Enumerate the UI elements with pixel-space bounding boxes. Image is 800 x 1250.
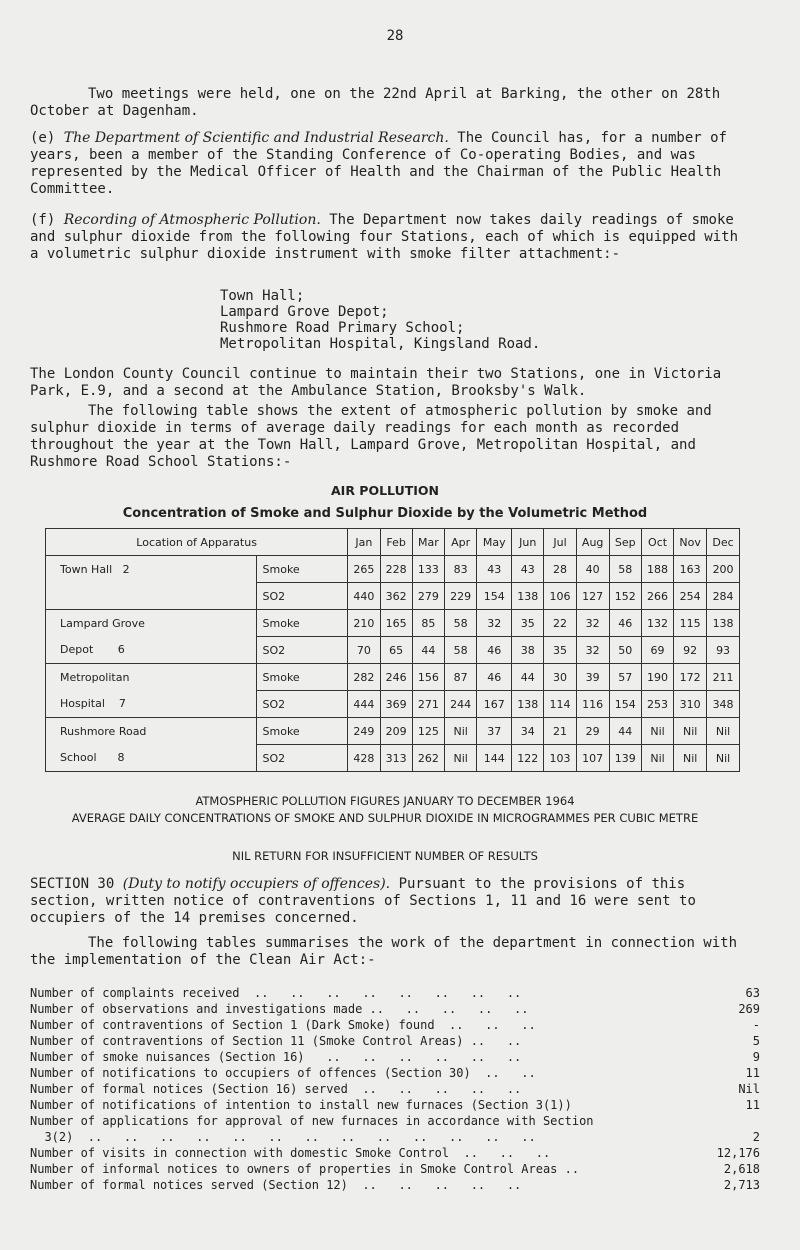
value-cell: 107 — [576, 745, 609, 772]
month-header: Dec — [707, 529, 740, 556]
value-cell: 265 — [348, 556, 380, 583]
page-number: 28 — [386, 28, 404, 44]
value-cell: 188 — [641, 556, 673, 583]
month-header: Aug — [576, 529, 609, 556]
value-cell: 249 — [348, 718, 380, 745]
stats-label: Number of visits in connection with domestic Smoke Control .. .. .. — [30, 1146, 551, 1160]
stats-row — [30, 1065, 760, 1081]
value-cell: 29 — [576, 718, 609, 745]
para-meetings: Two meetings were held, one on the 22nd April at Barking, the other on 28th October at Dagenham. — [30, 86, 721, 119]
value-cell: 57 — [609, 664, 641, 691]
value-cell: 154 — [477, 583, 512, 610]
value-cell: 38 — [512, 637, 544, 664]
clean-air-stats-list — [30, 985, 760, 1193]
value-cell: 43 — [477, 556, 512, 583]
stats-label: Number of informal notices to owners of properties in Smoke Control Areas .. — [30, 1162, 580, 1176]
value-cell: 46 — [477, 664, 512, 691]
pollutant-cell: SO2 — [256, 691, 348, 718]
value-cell: 440 — [348, 583, 380, 610]
value-cell: 46 — [477, 637, 512, 664]
value-cell: 254 — [674, 583, 707, 610]
stats-value: 63 — [745, 986, 760, 1000]
station-item: Lampard Grove Depot; — [220, 304, 389, 320]
stats-row — [30, 1145, 760, 1161]
value-cell: 369 — [380, 691, 412, 718]
section30-heading: (Duty to notify occupiers of offences). — [122, 876, 391, 892]
value-cell: 229 — [445, 583, 477, 610]
value-cell: 210 — [348, 610, 380, 637]
stats-row — [30, 985, 760, 1001]
section30-lead: SECTION 30 — [30, 876, 115, 892]
value-cell: 348 — [707, 691, 740, 718]
stats-label: Number of formal notices served (Section 12) .. .. .. .. .. — [30, 1178, 522, 1192]
value-cell: 138 — [707, 610, 740, 637]
stats-row — [30, 1049, 760, 1065]
month-header: Jun — [512, 529, 544, 556]
value-cell: 271 — [412, 691, 444, 718]
value-cell: 92 — [674, 637, 707, 664]
value-cell: 32 — [576, 637, 609, 664]
para-dsir — [30, 130, 740, 198]
stats-label: Number of applications for approval of new furnaces in accordance with Section — [30, 1114, 594, 1128]
value-cell: 284 — [707, 583, 740, 610]
value-cell: 93 — [707, 637, 740, 664]
value-cell: 44 — [412, 637, 444, 664]
month-header: Sep — [609, 529, 641, 556]
value-cell: 50 — [609, 637, 641, 664]
table-row — [46, 637, 740, 664]
value-cell: 70 — [348, 637, 380, 664]
stats-value — [700, 1113, 760, 1129]
table-row — [46, 691, 740, 718]
value-cell: 106 — [544, 583, 576, 610]
value-cell: Nil — [674, 718, 707, 745]
dsir-lead: (e) — [30, 130, 56, 146]
value-cell: Nil — [674, 745, 707, 772]
value-cell: 444 — [348, 691, 380, 718]
location-cell: Metropolitan — [46, 664, 257, 691]
value-cell: 200 — [707, 556, 740, 583]
value-cell: 21 — [544, 718, 576, 745]
table-title: AIR POLLUTION — [331, 483, 439, 498]
location-cell: Rushmore Road — [46, 718, 257, 745]
stats-value: Nil — [738, 1082, 760, 1096]
recording-heading: Recording of Atmospheric Pollution. — [63, 212, 321, 228]
value-cell: 103 — [544, 745, 576, 772]
stats-value: 269 — [738, 1002, 760, 1016]
recording-text: The Department now takes daily readings of smoke and sulphur dioxide from the following four Stations, each of which is equipped with a volumetric sulphur dioxide instrument with smoke filter attachment:- — [30, 212, 739, 262]
table-row — [46, 718, 740, 745]
caption-1: ATMOSPHERIC POLLUTION FIGURES JANUARY TO DECEMBER 1964 — [195, 794, 575, 808]
month-header: Apr — [445, 529, 477, 556]
section30-text: Pursuant to the provisions of this section, written notice of contraventions of Sections 1, 11 and 16 were sent to occupiers of the 14 premises concerned. — [30, 876, 696, 926]
stats-row — [30, 1113, 760, 1129]
para-recording — [30, 212, 740, 263]
value-cell: 44 — [609, 718, 641, 745]
stats-value: 11 — [745, 1098, 760, 1112]
value-cell: 87 — [445, 664, 477, 691]
para-section30 — [30, 876, 740, 927]
value-cell: 43 — [512, 556, 544, 583]
value-cell: 138 — [512, 691, 544, 718]
station-list — [220, 288, 540, 352]
value-cell: 428 — [348, 745, 380, 772]
stats-row — [30, 1001, 760, 1017]
value-cell: Nil — [445, 745, 477, 772]
stats-label: Number of formal notices (Section 16) served .. .. .. .. .. — [30, 1082, 522, 1096]
value-cell: 125 — [412, 718, 444, 745]
value-cell: 266 — [641, 583, 673, 610]
month-header: Jul — [544, 529, 576, 556]
month-header: Feb — [380, 529, 412, 556]
value-cell: 138 — [512, 583, 544, 610]
station-item: Town Hall; — [220, 288, 305, 304]
para-stats-intro: The following tables summarises the work of the department in connection with the implementation of the Clean Air Act:- — [30, 935, 738, 968]
value-cell: 279 — [412, 583, 444, 610]
caption-2: AVERAGE DAILY CONCENTRATIONS OF SMOKE AND SULPHUR DIOXIDE IN MICROGRAMMES PER CUBIC METRE — [71, 811, 699, 825]
stats-label: Number of contraventions of Section 11 (Smoke Control Areas) .. .. — [30, 1034, 522, 1048]
location-cell: Depot 6 — [46, 637, 257, 664]
table-row — [46, 664, 740, 691]
value-cell: 190 — [641, 664, 673, 691]
dsir-text: The Council has, for a number of years, been a member of the Standing Conference of Co-operating Bodies, and was represented by the Medical Officer of Health and the Chairman of the Public Health Committee. — [30, 130, 727, 197]
table-row — [46, 745, 740, 772]
value-cell: 35 — [512, 610, 544, 637]
stats-value: 5 — [752, 1034, 760, 1048]
pollutant-cell: Smoke — [256, 610, 348, 637]
para-lcc: The London County Council continue to maintain their two Stations, one in Victoria Park, E.9, and a second at the Ambulance Station, Brooksby's Walk. — [30, 366, 722, 399]
value-cell: 32 — [576, 610, 609, 637]
value-cell: 246 — [380, 664, 412, 691]
value-cell: 313 — [380, 745, 412, 772]
value-cell: 69 — [641, 637, 673, 664]
stats-value: 12,176 — [716, 1146, 760, 1160]
value-cell: 39 — [576, 664, 609, 691]
value-cell: 144 — [477, 745, 512, 772]
location-cell: School 8 — [46, 745, 257, 772]
value-cell: Nil — [707, 718, 740, 745]
stats-value: 9 — [752, 1050, 760, 1064]
value-cell: 35 — [544, 637, 576, 664]
stats-value: 2,713 — [723, 1178, 760, 1192]
station-item: Rushmore Road Primary School; — [220, 320, 465, 336]
pollutant-cell: Smoke — [256, 718, 348, 745]
stats-row — [30, 1177, 760, 1193]
location-cell: Hospital 7 — [46, 691, 257, 718]
pollutant-cell: SO2 — [256, 745, 348, 772]
stats-row — [30, 1097, 760, 1113]
value-cell: 40 — [576, 556, 609, 583]
stats-label: 3(2) .. .. .. .. .. .. .. .. .. .. .. .. .. — [30, 1130, 536, 1144]
pollutant-cell: SO2 — [256, 583, 348, 610]
value-cell: 22 — [544, 610, 576, 637]
value-cell: 32 — [477, 610, 512, 637]
value-cell: 156 — [412, 664, 444, 691]
table-subtitle: Concentration of Smoke and Sulphur Dioxide by the Volumetric Method — [122, 506, 648, 521]
dsir-heading: The Department of Scientific and Industrial Research. — [63, 130, 449, 146]
value-cell: Nil — [445, 718, 477, 745]
location-cell: Town Hall 2 — [46, 556, 257, 583]
value-cell: 85 — [412, 610, 444, 637]
value-cell: 122 — [512, 745, 544, 772]
stats-label: Number of complaints received .. .. .. .. .. .. .. .. — [30, 986, 522, 1000]
stats-row — [30, 1161, 760, 1177]
value-cell: 163 — [674, 556, 707, 583]
value-cell: 58 — [445, 610, 477, 637]
location-header: Location of Apparatus — [46, 529, 348, 556]
value-cell: 228 — [380, 556, 412, 583]
stats-value: 11 — [745, 1066, 760, 1080]
value-cell: 46 — [609, 610, 641, 637]
stats-value: 2 — [752, 1130, 760, 1144]
table-header-row — [46, 529, 740, 556]
value-cell: 362 — [380, 583, 412, 610]
value-cell: 209 — [380, 718, 412, 745]
value-cell: 44 — [512, 664, 544, 691]
value-cell: 34 — [512, 718, 544, 745]
para-table-intro: The following table shows the extent of atmospheric pollution by smoke and sulphur dioxide in terms of average daily readings for each month as recorded throughout the year at the Town Hall, Lampard Grove, Metropolitan Hospital, and Rushmore Road School Stations:- — [30, 403, 712, 470]
value-cell: 165 — [380, 610, 412, 637]
value-cell: 65 — [380, 637, 412, 664]
value-cell: Nil — [641, 745, 673, 772]
value-cell: 310 — [674, 691, 707, 718]
value-cell: 132 — [641, 610, 673, 637]
value-cell: 115 — [674, 610, 707, 637]
stats-value: - — [752, 1018, 760, 1032]
stats-label: Number of notifications to occupiers of offences (Section 30) .. .. — [30, 1066, 536, 1080]
value-cell: 172 — [674, 664, 707, 691]
value-cell: 83 — [445, 556, 477, 583]
month-header: Jan — [348, 529, 380, 556]
air-pollution-table — [45, 528, 740, 772]
value-cell: Nil — [707, 745, 740, 772]
value-cell: 30 — [544, 664, 576, 691]
stats-row — [30, 1033, 760, 1049]
stats-row — [30, 1017, 760, 1033]
caption-3: NIL RETURN FOR INSUFFICIENT NUMBER OF RESULTS — [232, 849, 538, 863]
recording-lead: (f) — [30, 212, 56, 228]
stats-label: Number of contraventions of Section 1 (Dark Smoke) found .. .. .. — [30, 1018, 536, 1032]
pollutant-cell: Smoke — [256, 664, 348, 691]
value-cell: 127 — [576, 583, 609, 610]
stats-label: Number of smoke nuisances (Section 16) .. .. .. .. .. .. — [30, 1050, 522, 1064]
month-header: Oct — [641, 529, 673, 556]
month-header: May — [477, 529, 512, 556]
month-header: Mar — [412, 529, 444, 556]
value-cell: 154 — [609, 691, 641, 718]
stats-label: Number of notifications of intention to install new furnaces (Section 3(1)) — [30, 1098, 572, 1112]
location-cell: Lampard Grove — [46, 610, 257, 637]
value-cell: Nil — [641, 718, 673, 745]
value-cell: 167 — [477, 691, 512, 718]
stats-row — [30, 1081, 760, 1097]
value-cell: 244 — [445, 691, 477, 718]
value-cell: 253 — [641, 691, 673, 718]
table-row — [46, 583, 740, 610]
value-cell: 262 — [412, 745, 444, 772]
stats-label: Number of observations and investigations made .. .. .. .. .. — [30, 1002, 529, 1016]
value-cell: 28 — [544, 556, 576, 583]
value-cell: 133 — [412, 556, 444, 583]
pollutant-cell: SO2 — [256, 637, 348, 664]
table-row — [46, 556, 740, 583]
value-cell: 58 — [609, 556, 641, 583]
value-cell: 58 — [445, 637, 477, 664]
stats-value: 2,618 — [723, 1162, 760, 1176]
month-header: Nov — [674, 529, 707, 556]
value-cell: 139 — [609, 745, 641, 772]
pollutant-cell: Smoke — [256, 556, 348, 583]
stats-row — [30, 1129, 760, 1145]
location-cell — [46, 583, 257, 610]
value-cell: 282 — [348, 664, 380, 691]
table-row — [46, 610, 740, 637]
value-cell: 37 — [477, 718, 512, 745]
station-item: Metropolitan Hospital, Kingsland Road. — [220, 336, 541, 352]
value-cell: 152 — [609, 583, 641, 610]
value-cell: 116 — [576, 691, 609, 718]
value-cell: 114 — [544, 691, 576, 718]
value-cell: 211 — [707, 664, 740, 691]
